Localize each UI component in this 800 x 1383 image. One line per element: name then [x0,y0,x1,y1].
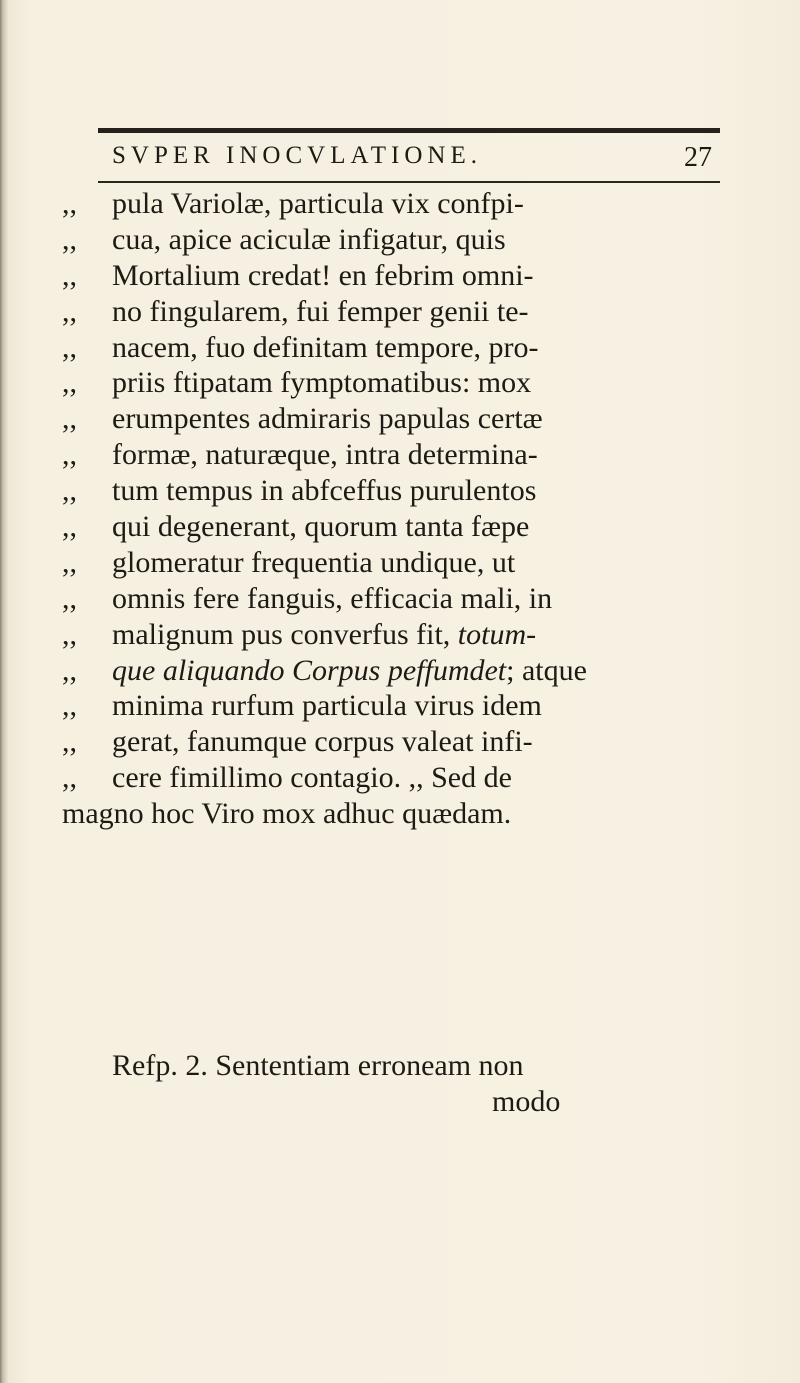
line-text: cua, apice aciculæ infigatur, quis [112,222,506,256]
text-line [62,401,742,437]
text-line [62,581,742,617]
quotation-mark: ,, [62,617,77,651]
text-line [62,222,742,258]
text-line [62,724,742,760]
quotation-mark: ,, [62,474,77,508]
line-text: ; atque [506,653,587,687]
text-line [62,653,742,689]
page-number: 27 [684,142,712,173]
quotation-mark: ,, [62,725,77,759]
text-line [62,473,742,509]
text-line [62,365,742,401]
header-rule-bottom [98,181,720,183]
paragraph-line: Refp. 2. Sententiam erroneam non [112,1049,524,1082]
quotation-mark: ,, [62,187,77,220]
quotation-mark: ,, [62,222,77,256]
quotation-mark: ,, [62,510,77,544]
quotation-mark: ,, [62,545,77,579]
page-gutter-edge [0,0,8,1383]
text-line [62,688,742,724]
quotation-mark: ,, [62,402,77,436]
line-text: formæ, naturæque, intra determina- [112,438,538,472]
text-line [62,796,742,832]
quotation-mark: ,, [62,330,77,364]
line-text: malignum pus converfus fit, [112,617,458,651]
text-line [62,617,742,653]
line-text: omnis fere fanguis, efficacia mali, in [112,581,553,615]
running-header [112,142,712,178]
catchword: modo [492,1085,561,1118]
line-text: glomeratur frequentia undique, ut [112,545,516,579]
header-rule-top [98,128,720,133]
quotation-mark: ,, [62,689,77,723]
quotation-mark: ,, [62,581,77,615]
line-text: nacem, fuo definitam tempore, pro- [112,330,539,364]
line-text: gerat, fanumque corpus valeat infi- [112,725,533,759]
text-line [62,545,742,581]
quoted-text-block [62,186,742,832]
line-text: minima rurfum particula virus idem [112,689,542,723]
line-text: Mortalium credat! en febrim omni- [112,258,534,292]
line-text: erumpentes admiraris papulas certæ [112,402,543,436]
text-line [62,437,742,473]
italic-text: que aliquando Corpus peffumdet [112,653,507,687]
running-title: SVPER INOCVLATIONE. [112,142,482,169]
line-text: tum tempus in abfceffus purulentos [112,474,537,508]
line-text: cere fimillimo contagio. ,, Sed de [112,761,512,795]
quotation-mark: ,, [62,438,77,472]
quotation-mark: ,, [62,653,77,687]
line-text: priis ftipatam fymptomatibus: mox [112,366,532,400]
line-text: magno hoc Viro mox adhuc quædam. [62,797,512,831]
line-text: no fingularem, fui femper genii te- [112,294,529,328]
text-line [62,509,742,545]
text-line [62,258,742,294]
quotation-mark: ,, [62,366,77,400]
text-line [62,186,742,222]
text-line [62,330,742,366]
response-paragraph [112,1047,672,1085]
italic-text: totum- [457,617,537,651]
line-text: pula Variolæ, particula vix confpi- [112,187,524,220]
quotation-mark: ,, [62,294,77,328]
line-text: qui degenerant, quorum tanta fæpe [112,510,530,544]
text-line [62,294,742,330]
text-line [62,760,742,796]
quotation-mark: ,, [62,761,77,795]
quotation-mark: ,, [62,258,77,292]
